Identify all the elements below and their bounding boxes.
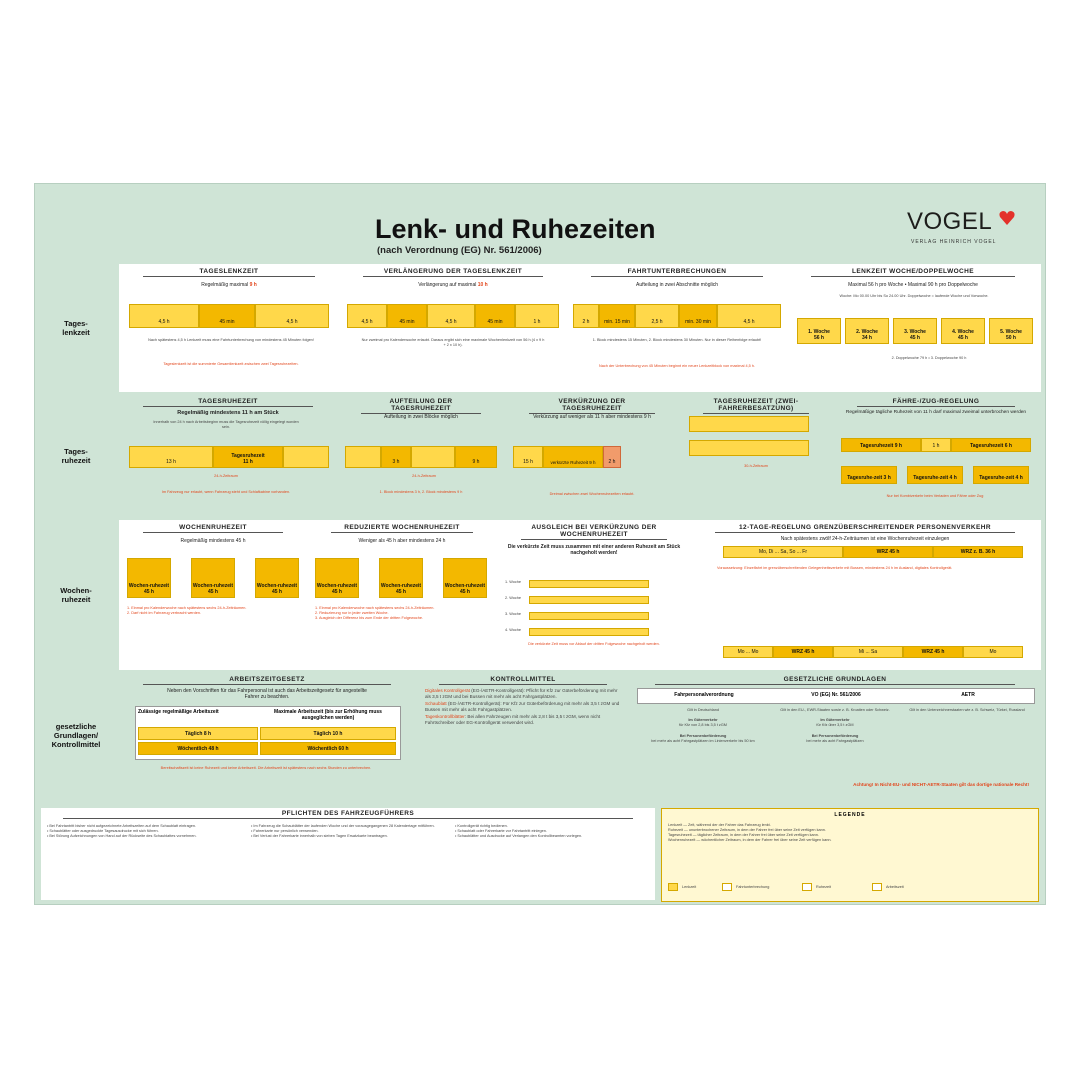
- drive-bar: 1 h: [515, 304, 559, 328]
- panel-grundlagen: [633, 674, 1037, 794]
- panel-aufteilung: [339, 396, 503, 514]
- rest-bar: WRZ 45 h: [773, 646, 833, 658]
- rest-bar: Wochen-ruhezeit 45 h: [191, 558, 235, 598]
- note-text: 1. Einmal pro Kalenderwoche nach spätestens sechs 24-h-Zeiträumen. 2. Reduzierung nur in jeder zweiten Woche. 3. Ausgleich der Differenz bis zum Ende der dritten Folgewoche.: [315, 606, 435, 621]
- note-text: Nur bei Kombiverkehr beim Verladen und Fähre oder Zug: [886, 494, 984, 498]
- row-tagesruhezeit: [35, 394, 1047, 518]
- day-bar: Mi ... Sa: [833, 646, 903, 658]
- day-bar: Mo, Di ... Sa, So ... Fr: [723, 546, 843, 558]
- panel-heading: FAHRTUNTERBRECHUNGEN: [591, 268, 763, 277]
- panel-heading: TAGESRUHEZEIT (ZWEI-FAHRERBESATZUNG): [703, 398, 809, 414]
- drive-bar: 13 h: [129, 446, 213, 468]
- working-time-table: [135, 706, 401, 760]
- panel-line: Nach spätestens zwölf 24-h-Zeiträumen ist eine Wochenruhezeit einzulegen: [780, 536, 950, 542]
- week-label: 2. Woche: [505, 596, 521, 600]
- note-text: Digitales Kontrollgerät (EG-/AETR-Kontrollgerät): Pflicht für Kfz zur Güterbeförderung mit mehr als 3,5 t zGM und bei Bussen mit mehr als acht Fahrgastplätzen. Schaublatt (EG-/AETR-Kontrollgerät): Für Kfz zur Güterbeförderung mit mehr als 3,5 t zGM und Bussen mit mehr als acht Fahrgastplätzen. Tageskontrollblätter: Bei allen Fahrzeugen mit mehr als 2,8 t bis 3,5 t zGM, wenn nicht Fahrtschreiber oder EG-Kontrollgerät verwendet wird.: [425, 688, 620, 726]
- panel-lenkzeit-woche: [789, 266, 1037, 388]
- note-text: 1. Block mindestens 15 Minuten, 2. Block mindestens 30 Minuten. Nur in dieser Reihenfolge erlaubt!: [592, 338, 762, 342]
- panel-line: Neben den Vorschriften für das Fahrpersonal ist auch das Arbeitszeitgesetz für angestellte Fahrer zu beachten.: [167, 688, 367, 700]
- panel-heading: PFLICHTEN DES FAHRZEUGFÜHRERS: [63, 810, 633, 819]
- panel-heading: WOCHENRUHEZEIT: [143, 524, 283, 533]
- panel-line: Maximal 56 h pro Woche • Maximal 90 h pro Doppelwoche: [848, 282, 978, 288]
- day-bar: Mo: [963, 646, 1023, 658]
- legend-label: Lenkzeit: [682, 885, 697, 889]
- panel-reduziert: [309, 522, 495, 666]
- table-cell: Täglich 8 h: [138, 727, 258, 740]
- drive-bar: 15 h: [513, 446, 543, 468]
- logo-text: VOGEL: [907, 208, 993, 235]
- page-title: Lenk- und Ruhezeiten: [375, 214, 656, 244]
- week-stripe: [529, 596, 649, 604]
- legend-label: Fahrtunterbrechung: [736, 885, 770, 889]
- note-text: Im Fahrzeug nur erlaubt, wenn Fahrzeug steht und Schlafkabine vorhanden.: [161, 490, 291, 494]
- row-wochenruhezeit: [35, 520, 1047, 670]
- week-bar: 3. Woche 45 h: [893, 318, 937, 344]
- panel-verlaengerung: [341, 266, 565, 388]
- panel-tagesruhezeit: [121, 396, 335, 514]
- logo-subtext: VERLAG HEINRICH VOGEL: [911, 239, 997, 245]
- rest-bar: WRZ 45 h: [903, 646, 963, 658]
- panel-line: Regelmäßig maximal 9 h: [201, 282, 257, 288]
- warning-note: Achtung! In Nicht-EU- und NICHT-AETR-Staaten gilt das dortige nationale Recht!: [853, 782, 1029, 787]
- panel-heading: ARBEITSZEITGESETZ: [143, 676, 391, 685]
- week-label: 1. Woche: [505, 580, 521, 584]
- note-text: Gilt in den Unterzeichnerstaaten wie z. B. Schweiz, Türkei, Russland: [909, 708, 1025, 712]
- duty-column: • Im Fahrzeug die Schaublätter der laufenden Woche und der vorausgegangenen 28 Kalendertage mitführen. • Fahrerkarte nur persönlich verwenden. • Bei Verlust der Fahrerkarte innerhalb von sieben Tagen Ersatzkarte beantragen.: [251, 824, 435, 839]
- break-icon: [722, 883, 732, 891]
- table-header: Zulässige regelmäßige Arbeitszeit: [138, 709, 219, 715]
- table-cell: Täglich 10 h: [260, 727, 396, 740]
- week-bar: 1. Woche 56 h: [797, 318, 841, 344]
- week-bar: 4. Woche 45 h: [941, 318, 985, 344]
- panel-heading: AUFTEILUNG DER TAGESRUHEZEIT: [361, 398, 481, 414]
- drive-bar: 4,5 h: [427, 304, 475, 328]
- drive-bar: [345, 446, 381, 468]
- legend-label: Ruhezeit: [816, 885, 831, 889]
- panel-pflichten: [41, 808, 655, 900]
- break-bar: 45 min: [475, 304, 515, 328]
- drive-bar: 4,5 h: [255, 304, 329, 328]
- rest-bar: Tagesruhezeit 9 h: [841, 438, 921, 452]
- panel-line: Regelmäßig mindestens 45 h: [180, 538, 246, 544]
- table-cell: Wöchentlich 60 h: [260, 742, 396, 755]
- duty-column: • Kontrollgerät richtig bedienen. • Schaublatt oder Fahrerkarte vor Fahrtantritt einlegen. • Schaublätter und Ausdrucke auf Verlangen den Kontrollbeamten vorlegen.: [455, 824, 583, 839]
- break-bar: 45 min: [387, 304, 427, 328]
- rest-bar: Wochen-ruhezeit 45 h: [127, 558, 171, 598]
- note-text: Woche: Mo 00.00 Uhr bis So 24.00 Uhr. Doppelwoche = laufende Woche und Vorwoche.: [839, 294, 989, 298]
- rest-bar: WRZ z. B. 36 h: [933, 546, 1023, 558]
- note-text: Gilt in den EU-, EWR-Staaten sowie z. B. Kroatien oder Schweiz. Im Güterverkehr für Kfz über 3,5 t zGM Bei Personenbeförderung bei mehr als acht Fahrgastplätzen: [780, 708, 890, 743]
- panel-heading: LENKZEIT WOCHE/DOPPELWOCHE: [811, 268, 1015, 277]
- drive-bar: 1 h: [921, 438, 951, 452]
- bed-icon: [802, 883, 812, 891]
- panel-heading: VERKÜRZUNG DER TAGESRUHEZEIT: [529, 398, 655, 414]
- drive-bar: 4,5 h: [717, 304, 781, 328]
- panel-arbeitszeitgesetz: [121, 674, 413, 794]
- day-bar: Mo ... Mo: [723, 646, 773, 658]
- break-bar: min. 15 min: [599, 304, 635, 328]
- panel-wochenruhezeit: [121, 522, 305, 666]
- break-bar: min. 30 min: [679, 304, 717, 328]
- steering-wheel-icon: [668, 883, 678, 891]
- window-label: 24-h-Zeitraum: [214, 474, 238, 478]
- rest-bar: 9 h: [455, 446, 497, 468]
- window-label: 24-h-Zeitraum: [412, 474, 436, 478]
- row-tageslenkzeit: [35, 264, 1047, 392]
- rest-bar: 3 h: [381, 446, 411, 468]
- panel-heading: REDUZIERTE WOCHENRUHEZEIT: [331, 524, 473, 533]
- row-label: Tages- ruhezeit: [61, 447, 91, 465]
- column-header: AETR: [961, 692, 975, 698]
- panel-ausgleich: [499, 522, 689, 666]
- row-label: Wochen- ruhezeit: [35, 520, 117, 670]
- week-label: 4. Woche: [505, 628, 521, 632]
- note-text: Nach spätestens 4,5 h Lenkzeit muss eine Fahrtunterbrechung von mindestens 45 Minuten folgen!: [148, 338, 314, 342]
- heart-icon: [999, 210, 1015, 226]
- panel-faehre: [835, 396, 1037, 514]
- crew-bar: [689, 416, 809, 432]
- note-text: Nur zweimal pro Kalenderwoche erlaubt. Daraus ergibt sich eine maximale Wochenlenkzeit von 56 h (4 x 9 h + 2 x 10 h).: [361, 338, 545, 348]
- note-text: Gilt in Deutschland Im Güterverkehr für Kfz von 2,8 bis 3,5 t zGM Bei Personenbeförderung bei mehr als acht Fahrgastplätzen im Linienverkehr bis 50 km: [651, 708, 755, 743]
- panel-heading: FÄHRE-/ZUG-REGELUNG: [857, 398, 1015, 407]
- table-header: Maximale Arbeitszeit (bis zur Erhöhung muss ausgeglichen werden): [274, 709, 382, 721]
- drive-bar: 2,5 h: [635, 304, 679, 328]
- week-label: 3. Woche: [505, 612, 521, 616]
- panel-heading: 12-TAGE-REGELUNG GRENZÜBERSCHREITENDER PERSONENVERKEHR: [715, 524, 1015, 533]
- panel-line: Verkürzung auf weniger als 11 h aber mindestens 9 h: [533, 414, 651, 420]
- legend-text: Lenkzeit — Zeit, während der der Fahrer das Fahrzeug lenkt. Ruhezeit — ununterbrochener Zeitraum, in dem der Fahrer frei über seine Zeit verfügen kann. Tagesruhezeit — täglicher Zeitraum, in dem der Fahrer frei über seine Zeit verfügen kann. Wochenruhezeit — wöchentlicher Zeitraum, in dem der Fahrer frei über seine Zeit verfügen kann.: [668, 823, 832, 843]
- note-text: 1. Einmal pro Kalenderwoche nach spätestens sechs 24-h-Zeiträumen. 2. Darf nicht im Fahrzeug verbracht werden.: [127, 606, 247, 616]
- extra-bar: 2 h: [603, 446, 621, 468]
- column-header: Fahrpersonalverordnung: [674, 692, 734, 698]
- drive-bar: 4,5 h: [129, 304, 199, 328]
- panel-line: Weniger als 45 h aber mindestens 24 h: [358, 538, 446, 544]
- panel-line: Aufteilung in zwei Blöcke möglich: [384, 414, 458, 420]
- row-grundlagen: [35, 672, 1047, 798]
- note-text: Tageslenkzeit ist die summierte Gesamtlenkzeit zwischen zwei Tagesruhezeiten.: [163, 362, 299, 366]
- panel-line: Regelmäßige tägliche Ruhezeit von 11 h darf maximal zweimal unterbrochen werden: [845, 410, 1027, 415]
- drive-bar: 4,5 h: [347, 304, 387, 328]
- rest-bar: Wochen-ruhezeit 45 h: [255, 558, 299, 598]
- legend-heading: LEGENDE: [834, 812, 866, 818]
- panel-fahrtunterbrechungen: [569, 266, 785, 388]
- legend-label: Arbeitszeit: [886, 885, 904, 889]
- panel-line: Verlängerung auf maximal 10 h: [418, 282, 488, 288]
- page-subtitle: (nach Verordnung (EG) Nr. 561/2006): [377, 245, 542, 256]
- drive-bar: 2 h: [573, 304, 599, 328]
- rest-bar: Tagesruhezeit 11 h: [213, 446, 283, 468]
- column-header: VO (EG) Nr. 561/2006: [811, 692, 861, 698]
- panel-heading: KONTROLLMITTEL: [439, 676, 607, 685]
- row-pflichten: [35, 800, 1047, 902]
- row-label: gesetzliche Grundlagen/ Kontrollmittel: [51, 721, 101, 749]
- poster: [34, 183, 1046, 905]
- table-cell: Wöchentlich 48 h: [138, 742, 258, 755]
- panel-tageslenkzeit: [121, 266, 337, 388]
- panel-heading: GESETZLICHE GRUNDLAGEN: [655, 676, 1015, 685]
- rest-bar: Wochen-ruhezeit 45 h: [315, 558, 359, 598]
- work-icon: [872, 883, 882, 891]
- panel-heading: TAGESLENKZEIT: [143, 268, 315, 277]
- week-stripe: [529, 580, 649, 588]
- rest-bar: Tagesruhe-zeit 3 h: [841, 466, 897, 484]
- drive-bar: [283, 446, 329, 468]
- note-text: 1. Block mindestens 3 h, 2. Block mindestens 9 h: [379, 490, 463, 494]
- rest-bar: Tagesruhe-zeit 4 h: [907, 466, 963, 484]
- rest-bar: Wochen-ruhezeit 45 h: [379, 558, 423, 598]
- rest-bar: Tagesruhe-zeit 4 h: [973, 466, 1029, 484]
- panel-heading: VERLÄNGERUNG DER TAGESLENKZEIT: [363, 268, 543, 277]
- note-text: Nach der Unterbrechung von 45 Minuten beginnt ein neuer Lenkzeitblock von maximal 4,5 h.: [599, 364, 755, 368]
- break-bar: 45 min: [199, 304, 255, 328]
- window-label: 30-h-Zeitraum: [744, 464, 768, 468]
- logo: [907, 208, 1017, 248]
- rest-bar: Tagesruhezeit 6 h: [951, 438, 1031, 452]
- week-bar: 5. Woche 50 h: [989, 318, 1033, 344]
- panel-line: Aufteilung in zwei Abschnitte möglich: [636, 282, 718, 288]
- panel-verkuerzung: [507, 396, 677, 514]
- week-bar: 2. Woche 34 h: [845, 318, 889, 344]
- note-text: Dreimal zwischen zwei Wochenruhezeiten erlaubt.: [549, 492, 635, 496]
- note-text: Voraussetzung: Einzelfahrt im grenzüberschreitenden Gelegenheitsverkehr mit Bussen, mindestens 24 h im Ausland, digitales Kontrollgerät.: [717, 566, 953, 570]
- note-text: Innerhalb von 24 h nach Arbeitsbeginn muss die Tagesruhezeit völlig eingelegt worden sein.: [153, 420, 299, 430]
- note-text: Die verkürzte Zeit muss vor Ablauf der dritten Folgewoche nachgeholt werden.: [528, 642, 660, 646]
- panel-legende: [661, 808, 1039, 902]
- rest-bar: Wochen-ruhezeit 45 h: [443, 558, 487, 598]
- crew-bar: [689, 440, 809, 456]
- note-text: Bereitschaftszeit ist keine Ruhezeit und keine Arbeitszeit. Die Arbeitszeit ist spätestens nach sechs Stunden zu unterbrechen.: [160, 766, 372, 770]
- week-stripe: [529, 612, 649, 620]
- rest-bar: verkürzte Ruhezeit 9 h: [543, 446, 603, 468]
- week-stripe: [529, 628, 649, 636]
- panel-zweifahrer: [681, 396, 831, 514]
- grundlagen-header-row: [637, 688, 1035, 704]
- row-label: Tages- lenkzeit: [35, 264, 117, 392]
- panel-kontrollmittel: [417, 674, 629, 794]
- drive-bar: [411, 446, 455, 468]
- duty-column: • Bei Fahrtantritt bisher nicht aufgezeichnete Arbeitszeiten auf dem Schaublatt eintragen. • Schaublätter oder ausgedruckte Tagesausdrucke mit sich führen. • Bei Störung Aufzeichnungen von Hand auf der Rückseite des Schaublattes vornehmen.: [47, 824, 197, 839]
- panel-heading: TAGESRUHEZEIT: [143, 398, 313, 407]
- panel-heading: AUSGLEICH BEI VERKÜRZUNG DER WOCHENRUHEZEIT: [521, 524, 667, 540]
- panel-line: Regelmäßig mindestens 11 h am Stück: [177, 410, 279, 416]
- panel-zwoelf-tage: [693, 522, 1037, 666]
- rest-bar: WRZ 45 h: [843, 546, 933, 558]
- note-text: 2. Doppelwoche 79 h • 3. Doppelwoche 90 h: [891, 356, 967, 360]
- panel-line: Die verkürzte Zeit muss zusammen mit einer anderen Ruhezeit am Stück nachgeholt werden!: [507, 544, 681, 556]
